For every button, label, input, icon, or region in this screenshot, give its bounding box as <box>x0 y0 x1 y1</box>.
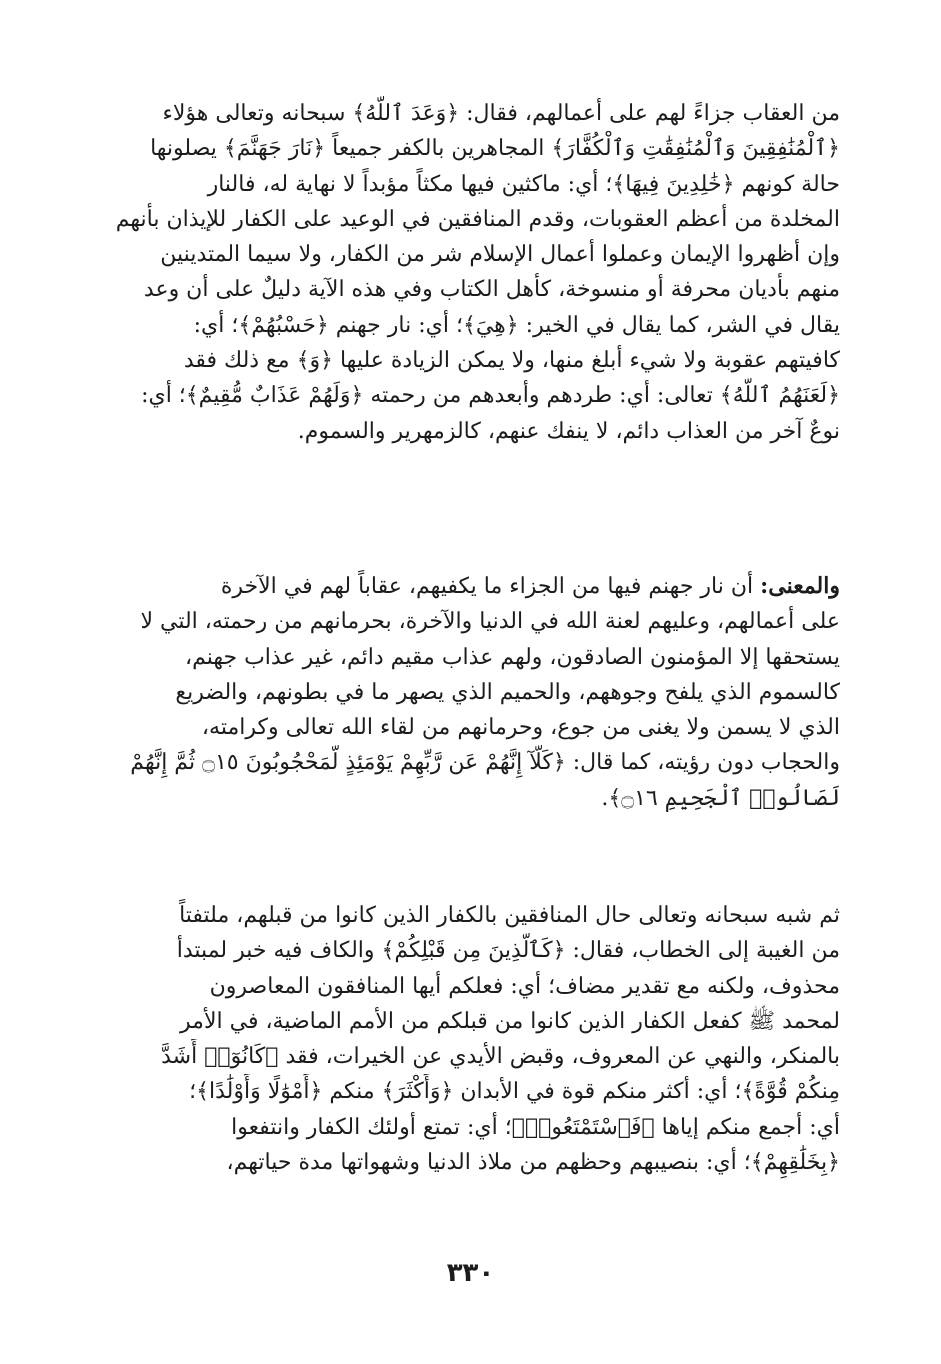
text-line <box>60 569 840 604</box>
text-line: أي: أجمع منكم إياها ﴿فَٱسْتَمْتَعُوا۟﴾؛ أي: تمتع أولئك الكفار وانتفعوا <box>231 1114 840 1140</box>
paragraph-1 <box>60 96 840 449</box>
text-line: بالمنكر، والنهي عن المعروف، وقبض الأيدي عن الخيرات، فقد ﴿كَانُوٓا۟ أَشَدَّ <box>161 1044 840 1070</box>
text-line: من العقاب جزاءً لهم على أعمالهم، فقال: ﴿وَعَدَ ٱللَّهُ﴾ سبحانه وتعالى هؤلاء <box>162 101 840 126</box>
paragraph-lead-word: والمعنى: <box>760 573 840 599</box>
text-line: وإن أظهروا الإيمان وعملوا أعمال الإسلام شر من الكفار، ولا سيما المتدينين <box>160 242 840 268</box>
text-run: أن نار جهنم فيها من الجزاء ما يكفيهم، عقاباً لهم في الآخرة <box>220 574 761 599</box>
text-line: ثم شبه سبحانه وتعالى حال المنافقين بالكفار الذين كانوا من قبلهم، ملتفتاً <box>179 903 840 928</box>
text-line: ﴿بِخَلَٰقِهِمْ﴾؛ أي: بنصيبهم وحظهم من ملاذ الدنيا وشهواتها مدة حياتهم، <box>226 1150 840 1176</box>
text-line: منهم بأديان محرفة أو منسوخة، كأهل الكتاب وفي هذه الآية دليلٌ على أن وعد <box>143 277 840 303</box>
text-line: حالة كونهم ﴿خَٰلِدِينَ فِيهَا﴾؛ أي: ماكثين فيها مكثاً مؤبداً لا نهاية له، فالنار <box>207 171 840 197</box>
page-number: ٣٣٠ <box>446 1258 495 1288</box>
text-line: المخلدة من أعظم العقوبات، وقدم المنافقين في الوعيد على الكفار للإيذان بأنهم <box>115 206 840 232</box>
text-line: والحجاب دون رؤيته، كما قال: ﴿كَلَّآ إِنَّهُمْ عَن رَّبِّهِمْ يَوْمَئِذٍ لَّمَحْجُوبُونَ ۝١٥ ثُمَّ إِنَّهُمْ <box>130 750 840 776</box>
text-line: من الغيبة إلى الخطاب، فقال: ﴿كَٱلَّذِينَ مِن قَبْلِكُمْ﴾ والكاف فيه خبر لمبتدأ <box>176 938 840 964</box>
text-line: يقال في الشر، كما يقال في الخير: ﴿هِيَ﴾؛ أي: نار جهنم ﴿حَسْبُهُمْ﴾؛ أي: <box>193 312 840 338</box>
text-line: مِنكُمْ قُوَّةً﴾؛ أي: أكثر منكم قوة في الأبدان ﴿وَأَكْثَرَ﴾ منكم ﴿أَمْوَٰلًا وَأَوْلَٰدًا﴾؛ <box>189 1079 840 1105</box>
text-line: نوعٌ آخر من العذاب دائم، لا ينفك عنهم، كالزمهرير والسموم. <box>297 418 840 444</box>
paragraph-2 <box>60 569 840 816</box>
paragraph-3 <box>60 898 840 1180</box>
text-line: ﴿ٱلْمُنَٰفِقِينَ وَٱلْمُنَٰفِقَٰتِ وَٱلْكُفَّارَ﴾ المجاهرين بالكفر جميعاً ﴿نَارَ جَهَنَّمَ﴾ يصلونها <box>150 136 840 162</box>
text-line: الذي لا يسمن ولا يغنى من جوع، وحرمانهم من لقاء الله تعالى وكرامته، <box>201 715 840 741</box>
text-line: ﴿لَعَنَهُمُ ٱللَّهُ﴾ تعالى: أي: طردهم وأبعدهم من رحمته ﴿وَلَهُمْ عَذَابٌ مُّقِيمٌ﴾؛ أي: <box>141 383 840 409</box>
text-line: محذوف، ولكنه مع تقدير مضاف؛ أي: فعلكم أيها المنافقون المعاصرون <box>209 973 840 999</box>
text-line: كافيتهم عقوبة ولا شيء أبلغ منها، ولا يمكن الزيادة عليها ﴿وَ﴾ مع ذلك فقد <box>183 348 840 374</box>
text-line: يستحقها إلا المؤمنون الصادقون، ولهم عذاب مقيم دائم، غير عذاب جهنم، <box>184 644 840 670</box>
text-line: لمحمد ﷺ كفعل الكفار الذين كانوا من قبلكم من الأمم الماضية، في الأمر <box>180 1008 840 1034</box>
text-line: على أعمالهم، وعليهم لعنة الله في الدنيا والآخرة، بحرمانهم من رحمته، التي لا <box>140 609 840 635</box>
text-line: كالسموم الذي يلفح وجوههم، والحميم الذي يصهر ما في بطونهم، والضريع <box>175 679 840 705</box>
text-line: لَصَالُوا۟ ٱلْجَحِيمِ ۝١٦﴾. <box>601 785 840 811</box>
